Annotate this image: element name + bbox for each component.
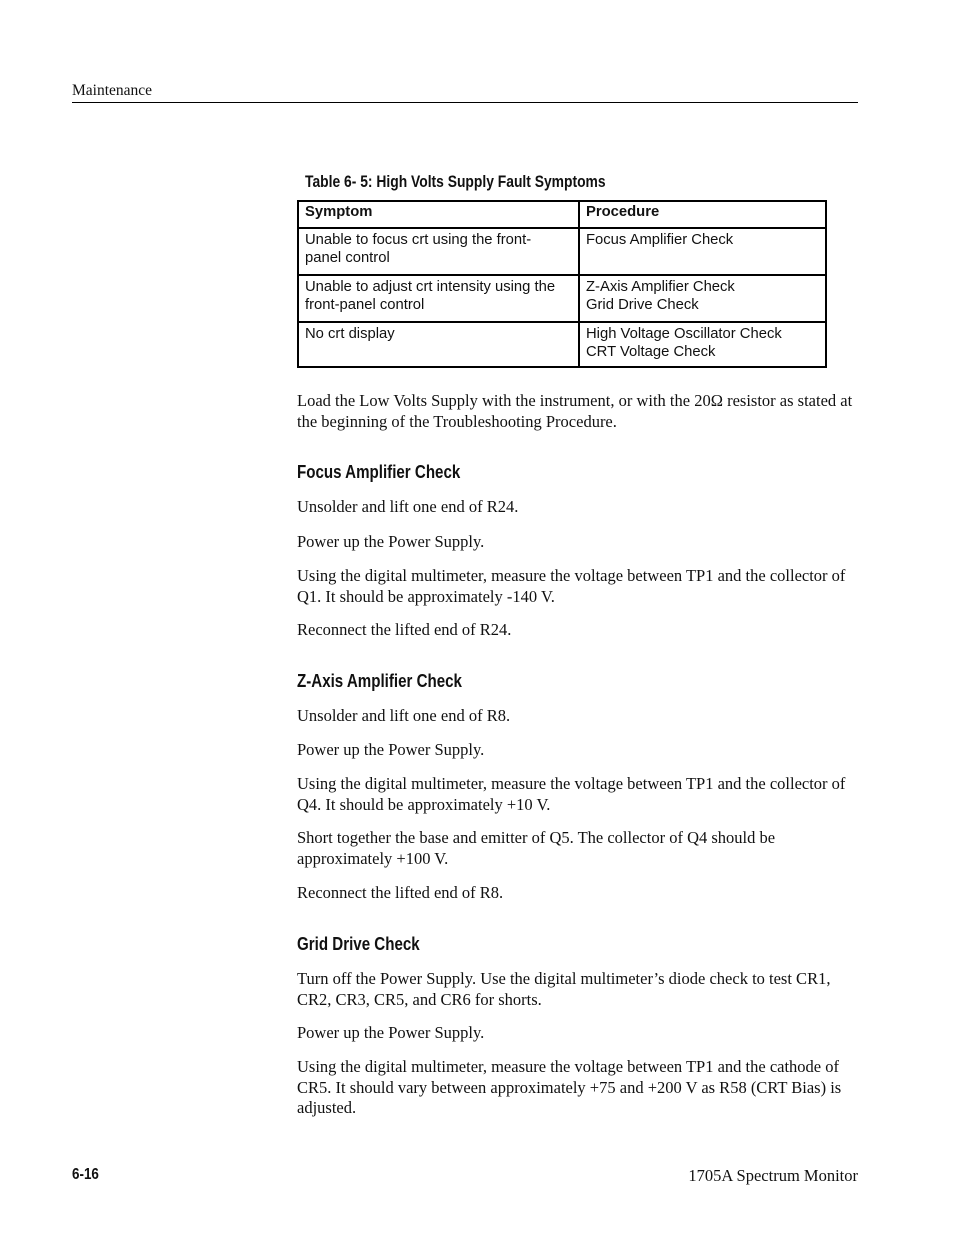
- section-heading-zaxis: [297, 671, 493, 692]
- heading-text: Grid Drive Check: [297, 934, 420, 954]
- intro-paragraph: Load the Low Volts Supply with the instrument, or with the 20Ω resistor as stated at the beginning of the Troubleshooting Procedure.: [297, 391, 853, 431]
- cell-line: Focus Amplifier Check: [586, 232, 734, 248]
- paragraph: Using the digital multimeter, measure the voltage between TP1 and the collector of Q1. It should be approximately -140 V.: [297, 566, 846, 606]
- paragraph: Unsolder and lift one end of R8.: [297, 706, 511, 725]
- paragraph: Reconnect the lifted end of R8.: [297, 883, 504, 902]
- header-rule: [72, 102, 858, 103]
- paragraph: Using the digital multimeter, measure the voltage between TP1 and the cathode of CR5. It should vary between approximately +75 and +200 V as R58 (CRT Bias) is adjusted.: [297, 1057, 842, 1117]
- paragraph: Short together the base and emitter of Q5. The collector of Q4 should be approximately +100 V.: [297, 828, 776, 868]
- section-heading-focus: [297, 462, 491, 483]
- symptom-cell: [298, 275, 579, 322]
- procedure-cell: [579, 228, 826, 275]
- cell-line: Z-Axis Amplifier Check: [586, 279, 735, 295]
- column-header-symptom: Symptom: [298, 201, 579, 228]
- paragraph: Reconnect the lifted end of R24.: [297, 620, 512, 639]
- fault-symptoms-table: [297, 200, 827, 368]
- paragraph: Using the digital multimeter, measure the voltage between TP1 and the collector of Q4. It should be approximately +10 V.: [297, 774, 846, 814]
- symptom-cell: [298, 228, 579, 275]
- cell-line: No crt display: [305, 326, 395, 342]
- page-number-text: 6-16: [72, 1166, 99, 1183]
- procedure-cell: [579, 275, 826, 322]
- table-caption-text: Table 6- 5: High Volts Supply Fault Symptoms: [305, 173, 606, 191]
- procedure-cell: [579, 322, 826, 367]
- paragraph: Unsolder and lift one end of R24.: [297, 497, 519, 516]
- cell-line: High Voltage Oscillator Check: [586, 326, 782, 342]
- symptom-cell: [298, 322, 579, 367]
- paragraph: Power up the Power Supply.: [297, 532, 485, 551]
- paragraph: Turn off the Power Supply. Use the digital multimeter’s diode check to test CR1, CR2, CR3, CR5, and CR6 for shorts.: [297, 969, 831, 1009]
- document-title: 1705A Spectrum Monitor: [688, 1166, 858, 1185]
- cell-line: Unable to adjust crt intensity using the: [305, 279, 556, 295]
- table-row: [298, 322, 826, 367]
- table-caption: [305, 172, 663, 192]
- table-row: [298, 228, 826, 275]
- paragraph: Power up the Power Supply.: [297, 1023, 485, 1042]
- cell-line: front-panel control: [305, 296, 425, 313]
- table-row: [298, 275, 826, 322]
- running-header: Maintenance: [72, 82, 153, 99]
- heading-text: Focus Amplifier Check: [297, 462, 461, 482]
- page-number: [72, 1166, 104, 1184]
- paragraph: Power up the Power Supply.: [297, 740, 485, 759]
- heading-text: Z-Axis Amplifier Check: [297, 671, 462, 691]
- cell-line: panel control: [305, 249, 390, 266]
- table-header-row: [298, 201, 826, 228]
- cell-line: Unable to focus crt using the front-: [305, 232, 532, 248]
- column-header-procedure: Procedure: [579, 201, 826, 228]
- cell-line: Grid Drive Check: [586, 296, 699, 313]
- section-heading-grid: [297, 934, 443, 955]
- cell-line: CRT Voltage Check: [586, 343, 716, 360]
